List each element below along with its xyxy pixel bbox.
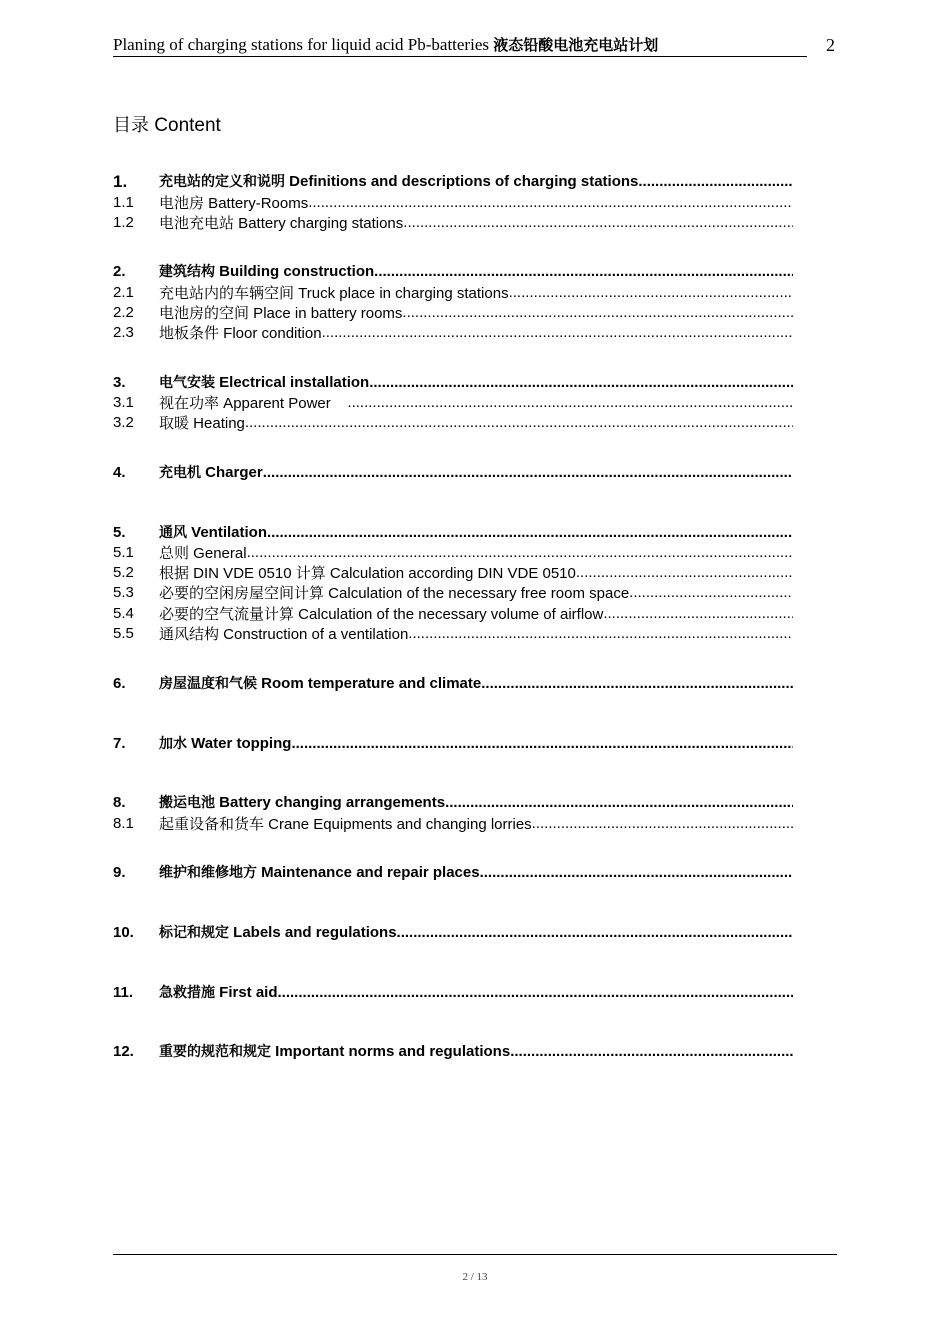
toc-entry-number: 12.	[113, 1043, 134, 1060]
toc-entry-title-en: Battery charging stations	[234, 215, 404, 232]
toc-heading-cn: 目录	[113, 115, 149, 136]
toc-leader-dots	[403, 213, 793, 233]
toc-entry-number: 5.5	[113, 625, 134, 642]
toc-entry-2-3[interactable]	[113, 323, 793, 343]
toc-entry-title-en: Apparent Power	[219, 395, 348, 412]
toc-entry-title-en: Electrical installation	[215, 374, 370, 391]
toc-entry-title-cn: 通风结构	[159, 625, 220, 643]
toc-entry-number: 11.	[113, 984, 134, 1001]
toc-entry-number: 3.2	[113, 414, 134, 431]
toc-entry-title-cn: 电池充电站	[159, 214, 235, 232]
toc-heading-en: Content	[149, 115, 221, 136]
toc-entry-number: 2.1	[113, 284, 134, 301]
toc-entry-number: 8.1	[113, 815, 134, 832]
toc-entry-8-1[interactable]	[113, 814, 793, 834]
toc-entry-title-en: Battery changing arrangements	[215, 794, 446, 811]
toc-entry-number: 3.1	[113, 394, 134, 411]
toc-entry-title-cn: 电气安装	[159, 375, 215, 391]
toc-entry-title-cn: 加水	[159, 736, 187, 752]
toc-entry-number: 1.	[113, 172, 128, 191]
toc-entry-title-cn: 房屋温度和气候	[159, 676, 257, 692]
toc-entry-5-5[interactable]	[113, 624, 793, 644]
toc-entry-title-cn: 充电机	[159, 465, 201, 481]
toc-entry-title-en: Floor condition	[219, 325, 322, 342]
toc-entry-title-cn: 电池房的空间	[159, 304, 250, 322]
toc-entry-title-cn: 通风	[159, 525, 187, 541]
toc-leader-dots	[369, 373, 793, 393]
toc-entry-number: 6.	[113, 675, 126, 692]
toc-entry-title-en: Labels and regulations	[229, 924, 397, 941]
toc-entry-title-cn: 充电站的定义和说明	[159, 174, 285, 190]
toc-entry-6[interactable]	[113, 674, 793, 694]
toc-entry-title-cn: 搬运电池	[159, 795, 215, 811]
toc-entry-title-cn: 总则	[159, 544, 190, 562]
toc-entry-number: 5.2	[113, 564, 134, 581]
toc-entry-9[interactable]	[113, 863, 793, 883]
toc-leader-dots	[245, 413, 793, 433]
toc-entry-title-en: Crane Equipments and changing lorries	[264, 816, 532, 833]
toc-entry-1[interactable]	[113, 172, 793, 192]
toc-leader-dots	[480, 863, 793, 883]
toc-entry-number: 1.2	[113, 214, 134, 231]
toc-entry-title-en: Ventilation	[187, 524, 268, 541]
toc-entry-title-cn: 维护和维修地方	[159, 865, 257, 881]
toc-leader-dots	[532, 814, 793, 834]
toc-entry-title-cn: 标记和规定	[159, 925, 229, 941]
toc-entry-title-en: DIN VDE 0510 计算 Calculation according DIN VDE 0510	[189, 565, 576, 582]
toc-entry-title-en: Heating	[189, 415, 245, 432]
toc-entry-5-2[interactable]	[113, 563, 793, 583]
toc-entry-number: 1.1	[113, 194, 134, 211]
toc-entry-title-en: Important norms and regulations	[271, 1043, 511, 1060]
toc-leader-dots	[638, 172, 793, 192]
toc-entry-title-cn: 取暖	[159, 414, 190, 432]
toc-entry-number: 5.1	[113, 544, 134, 561]
toc-entry-title-cn: 必要的空气流量计算	[159, 605, 295, 623]
toc-heading	[113, 114, 221, 138]
toc-entry-5-1[interactable]	[113, 543, 793, 563]
toc-entry-title-en: Construction of a ventilation	[219, 626, 409, 643]
toc-entry-title-cn: 起重设备和货车	[159, 815, 265, 833]
toc-entry-1-2[interactable]	[113, 213, 793, 233]
toc-entry-2-2[interactable]	[113, 303, 793, 323]
footer-page-label: 2 / 13	[462, 1271, 488, 1283]
toc-entry-title-cn: 建筑结构	[159, 264, 215, 280]
footer-divider	[113, 1254, 837, 1255]
toc-leader-dots	[510, 1042, 793, 1062]
toc-entry-title-en: General	[189, 545, 247, 562]
toc-leader-dots	[629, 583, 793, 603]
toc-entry-title-en: Truck place in charging stations	[294, 285, 509, 302]
page-header	[113, 34, 807, 57]
toc-entry-11[interactable]	[113, 983, 793, 1003]
toc-entry-number: 8.	[113, 794, 126, 811]
toc-entry-title-en: Water topping	[187, 735, 292, 752]
toc-entry-number: 4.	[113, 464, 126, 481]
toc-leader-dots	[408, 624, 793, 644]
toc-entry-2-1[interactable]	[113, 283, 793, 303]
toc-leader-dots	[322, 323, 793, 343]
toc-entry-5[interactable]	[113, 523, 793, 543]
toc-entry-number: 7.	[113, 735, 126, 752]
toc-leader-dots	[247, 543, 793, 563]
toc-leader-dots	[603, 604, 793, 624]
toc-leader-dots	[267, 523, 793, 543]
header-page-number: 2	[826, 35, 835, 55]
toc-leader-dots	[445, 793, 793, 813]
toc-entry-title-cn: 电池房	[159, 194, 205, 212]
toc-entry-title-en: Calculation of the necessary volume of airflow	[294, 606, 604, 623]
toc-entry-4[interactable]	[113, 463, 793, 483]
toc-entry-title-cn: 重要的规范和规定	[159, 1044, 271, 1060]
toc-entry-3-2[interactable]	[113, 413, 793, 433]
toc-entry-title-en: Maintenance and repair places	[257, 864, 480, 881]
toc-entry-title-cn: 根据	[159, 564, 190, 582]
toc-entry-2[interactable]	[113, 262, 793, 282]
toc-entry-title-en: Place in battery rooms	[249, 305, 403, 322]
toc-entry-number: 3.	[113, 374, 126, 391]
toc-entry-5-4[interactable]	[113, 604, 793, 624]
toc-leader-dots	[278, 983, 793, 1003]
toc-entry-title-en: Room temperature and climate	[257, 675, 482, 692]
toc-entry-number: 2.3	[113, 324, 134, 341]
toc-leader-dots	[308, 193, 793, 213]
toc-entry-title-cn: 视在功率	[159, 394, 220, 412]
toc-entry-3-1[interactable]	[113, 393, 793, 413]
toc-entry-title-en: First aid	[215, 984, 278, 1001]
toc-entry-title-en: Calculation of the necessary free room space	[324, 585, 630, 602]
toc-leader-dots	[397, 923, 793, 943]
toc-leader-dots	[263, 463, 793, 483]
toc-entry-title-cn: 急救措施	[159, 985, 215, 1001]
toc-leader-dots	[481, 674, 793, 694]
toc-entry-7[interactable]	[113, 734, 793, 754]
toc-leader-dots	[509, 283, 793, 303]
toc-entry-number: 10.	[113, 924, 134, 941]
toc-entry-title-cn: 地板条件	[159, 324, 220, 342]
toc-entry-number: 2.	[113, 263, 126, 280]
toc-entry-title-cn: 必要的空闲房屋空间计算	[159, 584, 325, 602]
toc-entry-title-en: Battery-Rooms	[204, 195, 309, 212]
toc-entry-title-en: Charger	[201, 464, 263, 481]
toc-entry-8[interactable]	[113, 793, 793, 813]
toc-entry-title-en: Definitions and descriptions of charging stations	[285, 173, 639, 190]
header-title-en: Planing of charging stations for liquid acid Pb-batteries	[113, 35, 494, 54]
toc-entry-5-3[interactable]	[113, 583, 793, 603]
toc-entry-number: 9.	[113, 864, 126, 881]
toc-leader-dots	[291, 734, 793, 754]
toc-leader-dots	[374, 262, 793, 282]
toc-entry-number: 5.4	[113, 605, 134, 622]
toc-entry-3[interactable]	[113, 373, 793, 393]
toc-entry-number: 2.2	[113, 304, 134, 321]
toc-entry-10[interactable]	[113, 923, 793, 943]
toc-leader-dots	[402, 303, 793, 323]
toc-entry-number: 5.	[113, 524, 126, 541]
toc-entry-title-cn: 充电站内的车辆空间	[159, 284, 295, 302]
toc-leader-dots	[576, 563, 793, 583]
toc-entry-title-en: Building construction	[215, 263, 375, 280]
toc-leader-dots	[347, 393, 793, 413]
header-title-cn: 液态铅酸电池充电站计划	[493, 36, 659, 54]
toc-entry-12[interactable]	[113, 1042, 793, 1062]
toc-entry-1-1[interactable]	[113, 193, 793, 213]
toc-entry-number: 5.3	[113, 584, 134, 601]
